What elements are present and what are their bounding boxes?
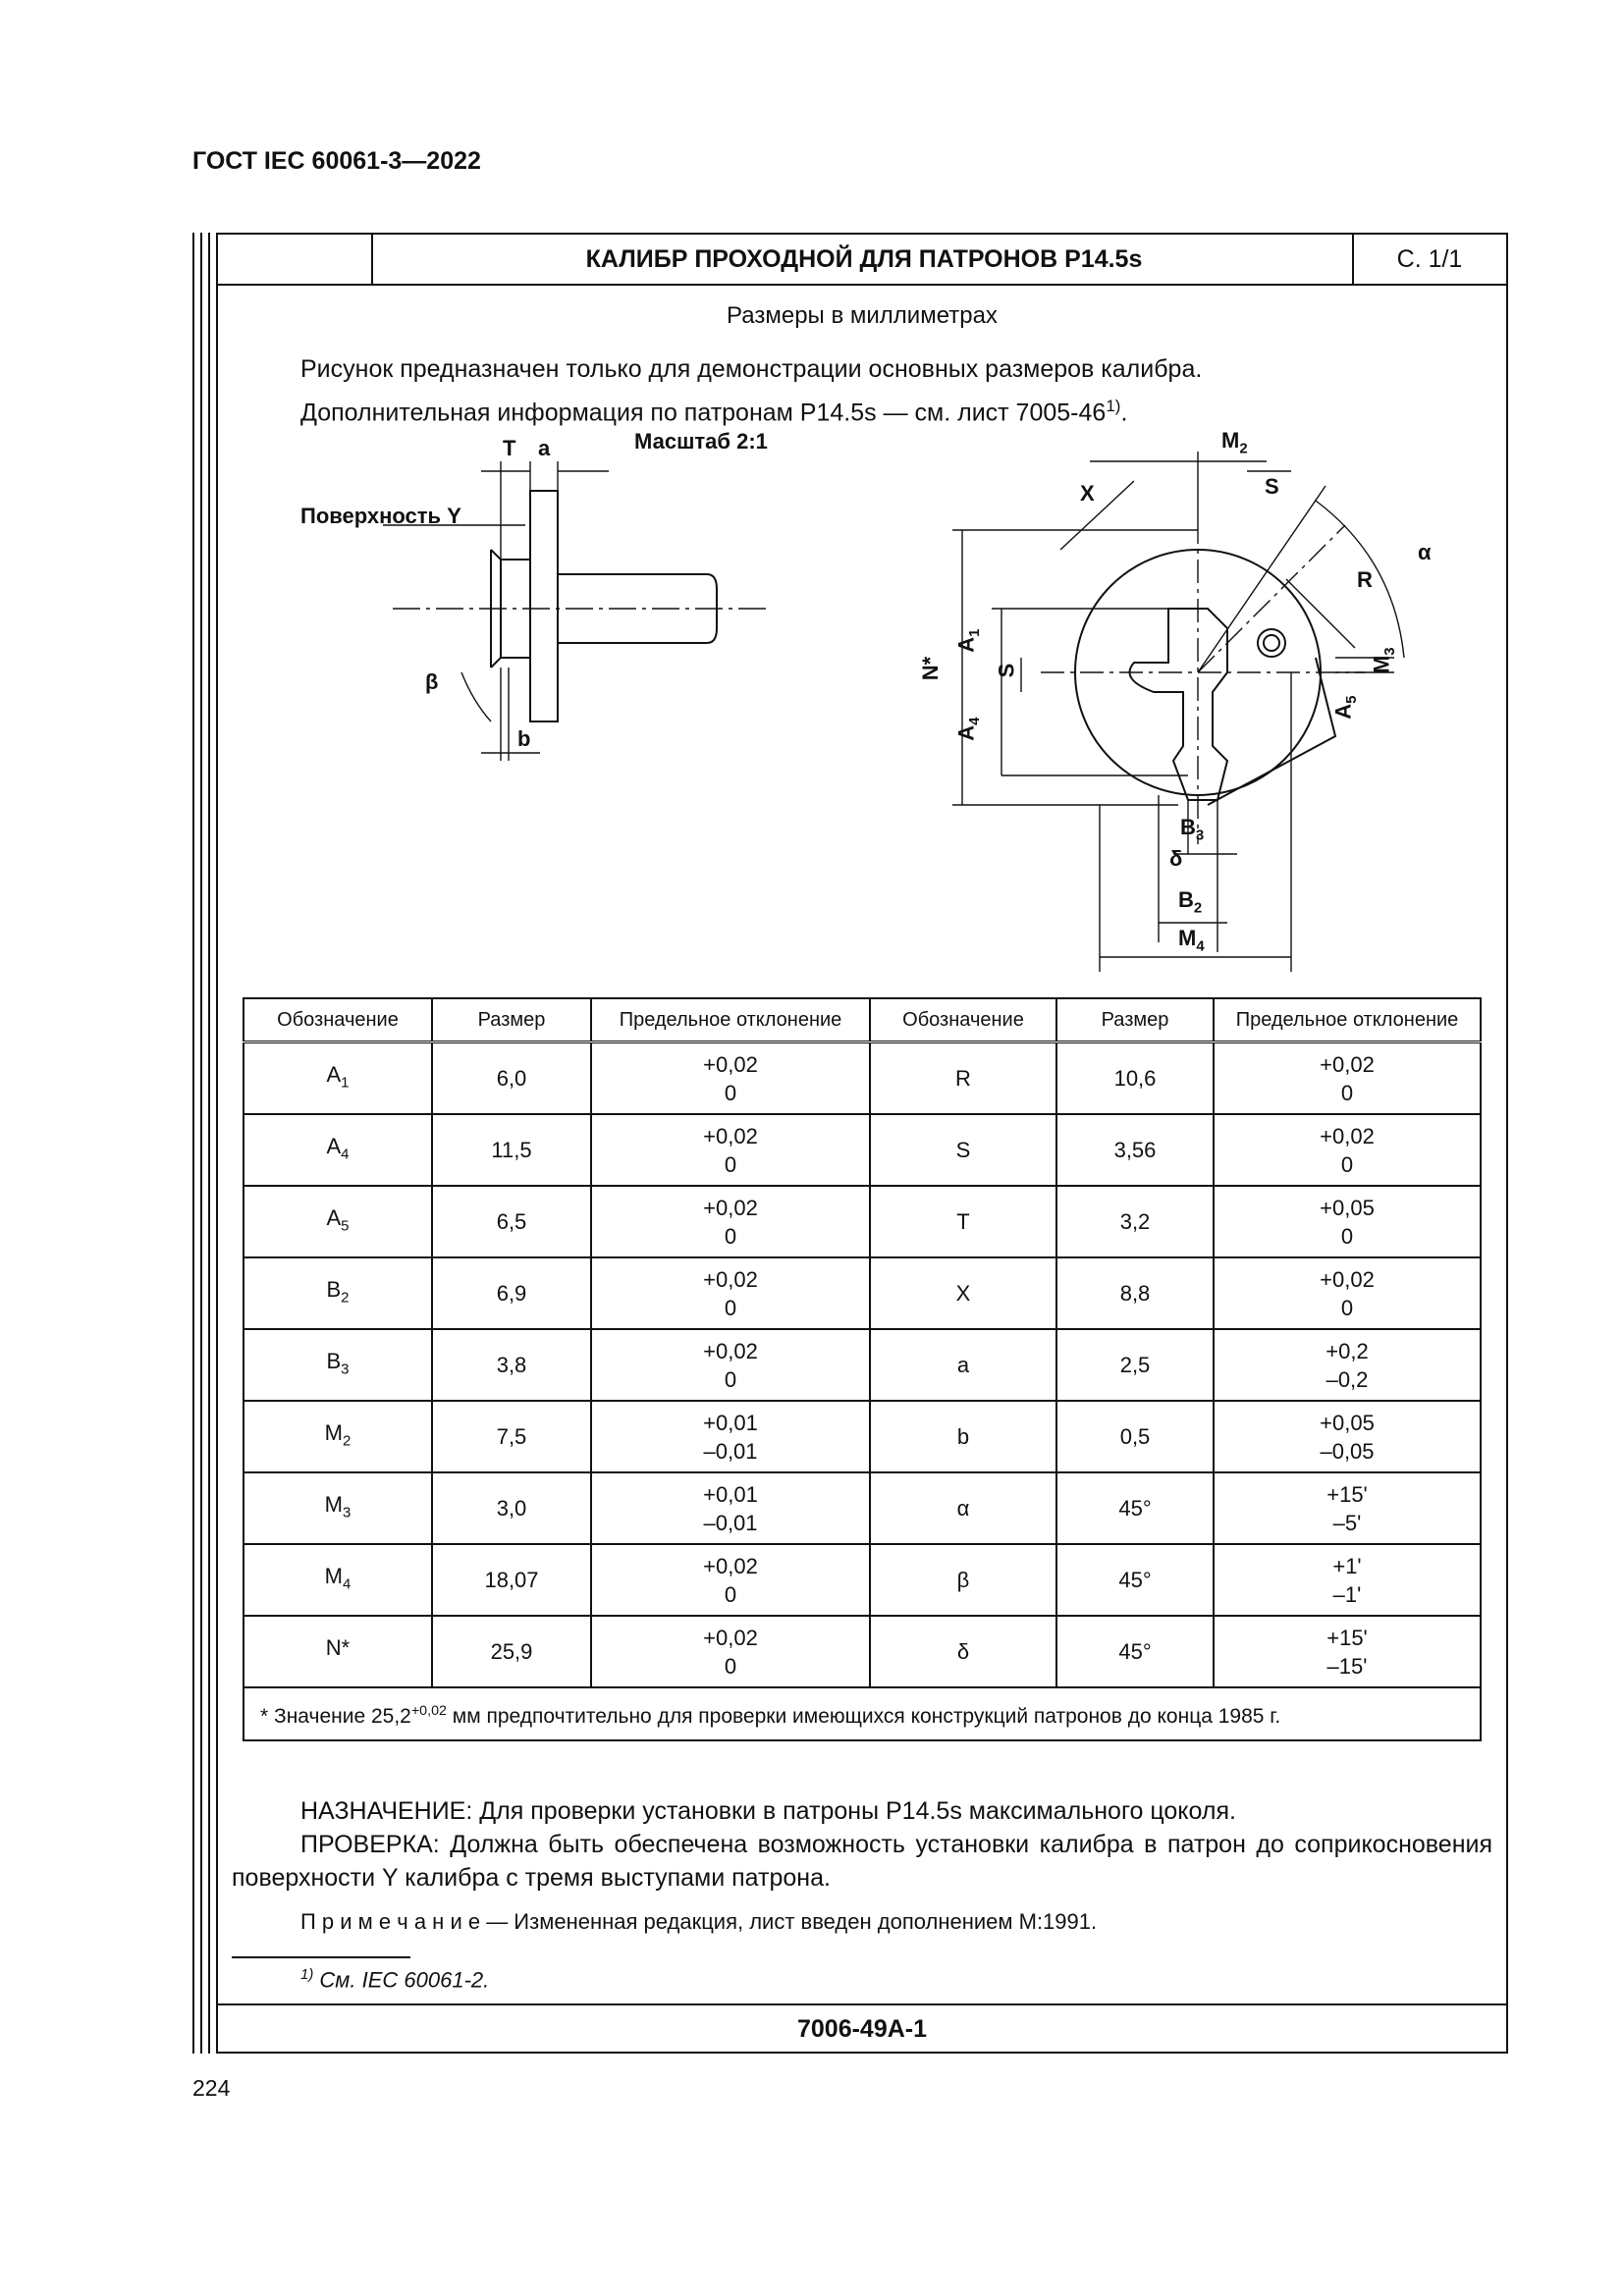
- designation-cell: $M_3$: [243, 1472, 432, 1544]
- size-cell: 3,0: [432, 1472, 591, 1544]
- designation-cell: N*: [243, 1616, 432, 1687]
- check-text: ПРОВЕРКА: Должна быть обеспечена возможность установки калибра в патрон до соприкосновения поверхности Y калибра с тремя выступами патрона.: [232, 1831, 1492, 1892]
- size-cell: 45°: [1056, 1544, 1214, 1616]
- table-footnote-row: [243, 1687, 1481, 1740]
- dim-label-A1: $A_1$: [953, 628, 983, 653]
- front-view-slot: [1130, 609, 1228, 800]
- designation-cell: R: [870, 1042, 1056, 1115]
- tolerance-cell: +0,02 0: [591, 1186, 870, 1257]
- tolerance-cell: +0,02 0: [591, 1544, 870, 1616]
- purpose-text: НАЗНАЧЕНИЕ: Для проверки установки в патроны P14.5s максимального цоколя.: [300, 1797, 1236, 1825]
- footnote-text: $^{1)}$ См. IEC 60061-2.: [300, 1966, 490, 1993]
- dim-label-A5: $A_5$: [1330, 695, 1360, 720]
- dim-label-N: N*: [918, 656, 944, 681]
- footnote-divider: [232, 1956, 410, 1958]
- dim-label-S-left: S: [994, 663, 1019, 678]
- tolerance-cell: +1' –1': [1214, 1544, 1481, 1616]
- dim-label-X: X: [1080, 481, 1095, 506]
- tolerance-cell: +0,02 0: [1214, 1257, 1481, 1329]
- designation-cell: b: [870, 1401, 1056, 1472]
- tolerance-cell: +0,02 0: [591, 1616, 870, 1687]
- dim-label-beta: β: [425, 669, 439, 694]
- designation-cell: $M_2$: [243, 1401, 432, 1472]
- table-row: [243, 1401, 1481, 1472]
- dimensions-table: [243, 997, 1482, 1741]
- col-header: Размер: [1056, 998, 1214, 1042]
- footer-divider: [216, 2003, 1508, 2005]
- side-view-flange: [530, 491, 558, 721]
- binding-line: [200, 233, 202, 2054]
- footer-code: 7006-49A-1: [796, 2015, 928, 2043]
- designation-cell: S: [870, 1114, 1056, 1186]
- designation-cell: δ: [870, 1616, 1056, 1687]
- tolerance-cell: +0,2 –0,2: [1214, 1329, 1481, 1401]
- designation-cell: a: [870, 1329, 1056, 1401]
- dim-label-S-top: S: [1265, 474, 1279, 499]
- tolerance-cell: +0,02 0: [591, 1114, 870, 1186]
- dim-label-M3: $M_3$: [1369, 647, 1399, 674]
- intro-line-1: Рисунок предназначен только для демонстрации основных размеров калибра.: [300, 355, 1203, 383]
- binding-line: [208, 233, 210, 2054]
- size-cell: 11,5: [432, 1114, 591, 1186]
- designation-cell: X: [870, 1257, 1056, 1329]
- tolerance-cell: +0,02 0: [591, 1257, 870, 1329]
- col-header: Размер: [432, 998, 591, 1042]
- designation-cell: α: [870, 1472, 1056, 1544]
- size-cell: 3,2: [1056, 1186, 1214, 1257]
- dim-label-R: R: [1357, 567, 1373, 592]
- intro-line-2: Дополнительная информация по патронам P14.5s — см. лист 7005-46$^{1)}$.: [300, 397, 1128, 427]
- table-footnote: * Значение $25,2^{+0,02}$ мм предпочтительно для проверки имеющихся конструкций патронов до конца 1985 г.: [243, 1687, 1481, 1740]
- binding-line: [192, 233, 194, 2054]
- front-view-pin: [1258, 629, 1285, 657]
- col-header: Обозначение: [870, 998, 1056, 1042]
- table-row: [243, 1544, 1481, 1616]
- intro-text: [300, 351, 1202, 431]
- table-row: [243, 1257, 1481, 1329]
- dim-label-B3: $B_3$: [1180, 815, 1205, 844]
- document-id: ГОСТ IEC 60061-3—2022: [192, 147, 481, 175]
- designation-cell: T: [870, 1186, 1056, 1257]
- tolerance-cell: +0,02 0: [1214, 1042, 1481, 1115]
- dim-label-delta: δ: [1169, 846, 1183, 871]
- designation-cell: $B_3$: [243, 1329, 432, 1401]
- size-cell: 6,5: [432, 1186, 591, 1257]
- tolerance-cell: +0,02 0: [1214, 1114, 1481, 1186]
- dim-label-M4: $M_4$: [1178, 926, 1205, 955]
- size-cell: 7,5: [432, 1401, 591, 1472]
- sheet-page: С. 1/1: [1396, 245, 1463, 273]
- tolerance-cell: +0,02 0: [591, 1042, 870, 1115]
- sheet-title: КАЛИБР ПРОХОДНОЙ ДЛЯ ПАТРОНОВ P14.5s: [585, 245, 1143, 273]
- size-cell: 3,56: [1056, 1114, 1214, 1186]
- tolerance-cell: +15' –15': [1214, 1616, 1481, 1687]
- size-cell: 25,9: [432, 1616, 591, 1687]
- size-cell: 45°: [1056, 1472, 1214, 1544]
- units-caption: Размеры в миллиметрах: [727, 302, 998, 329]
- dim-label-a: a: [538, 436, 551, 460]
- size-cell: 10,6: [1056, 1042, 1214, 1115]
- col-header: Предельное отклонение: [1214, 998, 1481, 1042]
- dim-label-M2: $M_2$: [1221, 428, 1248, 457]
- table-row: [243, 1042, 1481, 1115]
- tolerance-cell: +15' –5': [1214, 1472, 1481, 1544]
- size-cell: 3,8: [432, 1329, 591, 1401]
- table-header-row: [243, 998, 1481, 1042]
- dim-label-alpha: α: [1418, 540, 1432, 564]
- designation-cell: $A_1$: [243, 1042, 432, 1115]
- front-view-lobe: [1208, 658, 1335, 805]
- table-row: [243, 1114, 1481, 1186]
- col-header: Обозначение: [243, 998, 432, 1042]
- table-row: [243, 1186, 1481, 1257]
- table-row: [243, 1616, 1481, 1687]
- designation-cell: $A_5$: [243, 1186, 432, 1257]
- table-row: [243, 1329, 1481, 1401]
- dim-label-A4: $A_4$: [953, 717, 983, 741]
- designation-cell: $A_4$: [243, 1114, 432, 1186]
- dim-label-B2: $B_2$: [1178, 887, 1203, 917]
- tolerance-cell: +0,02 0: [591, 1329, 870, 1401]
- size-cell: 2,5: [1056, 1329, 1214, 1401]
- surface-label: Поверхность Y: [300, 504, 461, 528]
- designation-cell: $M_4$: [243, 1544, 432, 1616]
- page-number: 224: [192, 2075, 231, 2101]
- tolerance-cell: +0,01 –0,01: [591, 1401, 870, 1472]
- size-cell: 45°: [1056, 1616, 1214, 1687]
- size-cell: 8,8: [1056, 1257, 1214, 1329]
- dim-label-b: b: [517, 726, 531, 751]
- size-cell: 0,5: [1056, 1401, 1214, 1472]
- note-text: П р и м е ч а н и е — Измененная редакция, лист введен дополнением М:1991.: [300, 1909, 1098, 1934]
- size-cell: 6,0: [432, 1042, 591, 1115]
- scale-label: Масштаб 2:1: [634, 429, 768, 454]
- tolerance-cell: +0,05 –0,05: [1214, 1401, 1481, 1472]
- table-row: [243, 1472, 1481, 1544]
- designation-cell: $B_2$: [243, 1257, 432, 1329]
- designation-cell: β: [870, 1544, 1056, 1616]
- tolerance-cell: +0,05 0: [1214, 1186, 1481, 1257]
- size-cell: 18,07: [432, 1544, 591, 1616]
- col-header: Предельное отклонение: [591, 998, 870, 1042]
- size-cell: 6,9: [432, 1257, 591, 1329]
- tolerance-cell: +0,01 –0,01: [591, 1472, 870, 1544]
- dim-label-T: T: [503, 436, 516, 460]
